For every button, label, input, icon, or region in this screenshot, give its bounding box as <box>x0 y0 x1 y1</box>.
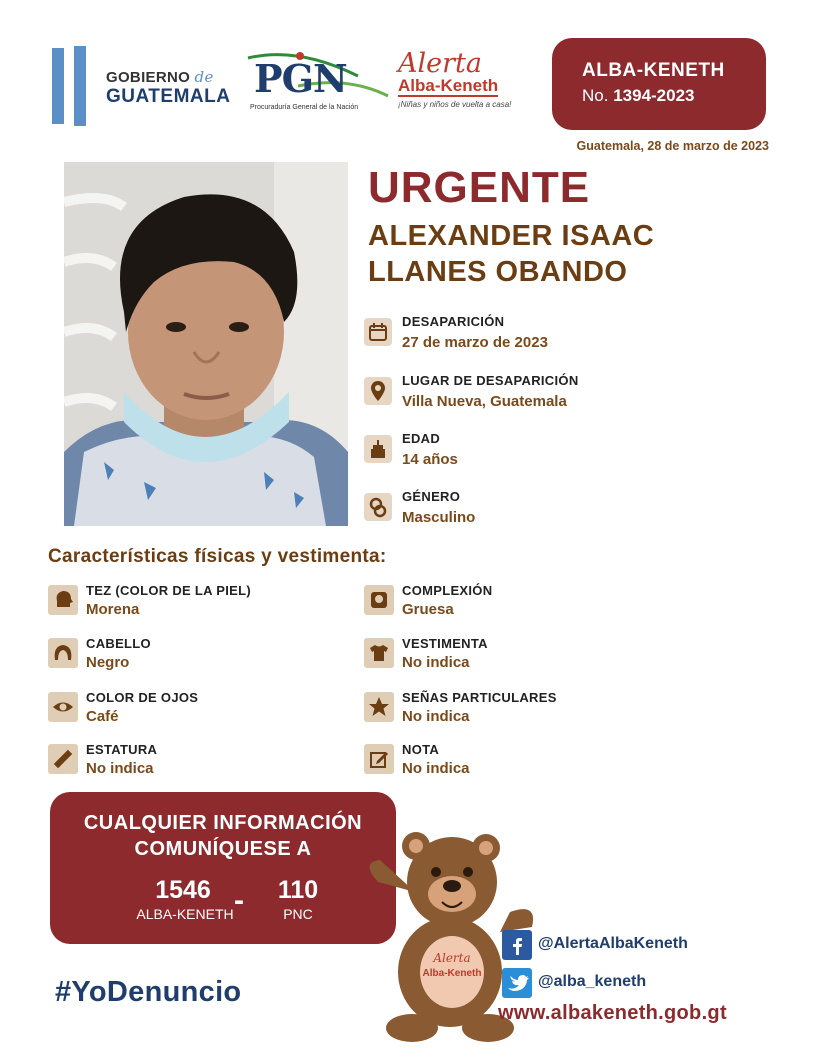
issue-date: Guatemala, 28 de marzo de 2023 <box>576 139 769 153</box>
gov-de: de <box>194 68 214 86</box>
contact-label-pnc: PNC <box>283 906 313 922</box>
case-title: ALBA-KENETH <box>582 60 725 81</box>
char-label: TEZ (COLOR DE LA PIEL) <box>86 583 251 598</box>
hashtag: #YoDenuncio <box>55 976 242 1008</box>
twitter-handle[interactable]: @alba_keneth <box>538 973 647 990</box>
hair-icon <box>48 638 78 668</box>
urgent-heading: URGENTE <box>368 163 591 212</box>
location-pin-icon <box>364 377 392 405</box>
alerta-logo-tagline: ¡Niñas y niños de vuelta a casa! <box>398 99 512 109</box>
char-value: Morena <box>86 601 140 618</box>
char-label: ESTATURA <box>86 742 158 757</box>
char-label: COMPLEXIÓN <box>402 583 493 598</box>
char-value: Café <box>86 708 119 725</box>
contact-phone-alba-keneth[interactable]: 1546 <box>155 876 211 904</box>
info-label: LUGAR DE DESAPARICIÓN <box>402 373 579 388</box>
calendar-icon <box>364 318 392 346</box>
shirt-icon <box>364 638 394 668</box>
gender-icon <box>364 493 392 521</box>
bear-badge-line2: Alba-Keneth <box>422 968 482 979</box>
twitter-icon <box>502 968 532 998</box>
gobierno-logo-text <box>106 70 230 106</box>
missing-person-photo <box>64 162 348 526</box>
ruler-icon <box>48 744 78 774</box>
case-prefix: No. <box>582 86 609 105</box>
info-value: Masculino <box>402 509 476 526</box>
contact-phone-pnc[interactable]: 110 <box>277 876 319 904</box>
info-label: GÉNERO <box>402 489 461 504</box>
gobierno-logo-bars <box>52 48 96 124</box>
pgn-subtitle: Procuraduría General de la Nación <box>250 104 359 111</box>
person-name-line2: LLANES OBANDO <box>368 256 628 288</box>
note-edit-icon <box>364 744 394 774</box>
char-value: Negro <box>86 654 130 671</box>
eye-icon <box>48 692 78 722</box>
char-value: Gruesa <box>402 601 454 618</box>
char-value: No indica <box>402 708 470 725</box>
alerta-logo-line1: Alerta <box>398 48 482 79</box>
char-label: NOTA <box>402 742 440 757</box>
char-label: CABELLO <box>86 636 151 651</box>
scale-icon <box>364 585 394 615</box>
cake-icon <box>364 435 392 463</box>
info-value: 14 años <box>402 451 458 468</box>
facebook-icon <box>502 930 532 960</box>
alerta-alba-keneth-logo <box>398 50 533 109</box>
char-label: COLOR DE OJOS <box>86 690 199 705</box>
person-name-line1: ALEXANDER ISAAC <box>368 220 655 252</box>
star-icon <box>364 692 394 722</box>
contact-box <box>50 792 396 944</box>
characteristics-heading: Características físicas y vestimenta: <box>48 546 387 567</box>
case-number-box <box>552 38 766 130</box>
info-label: DESAPARICIÓN <box>402 314 505 329</box>
char-label: SEÑAS PARTICULARES <box>402 690 557 705</box>
info-value: Villa Nueva, Guatemala <box>402 393 567 410</box>
contact-label-alba-keneth: ALBA-KENETH <box>136 906 234 922</box>
gov-line2: GUATEMALA <box>106 86 231 107</box>
case-number: 1394-2023 <box>613 86 695 105</box>
contact-separator: - <box>234 884 244 917</box>
pgn-logo-text: PGN <box>254 56 347 101</box>
char-value: No indica <box>402 760 470 777</box>
bear-badge-line1: Alerta <box>433 951 471 965</box>
char-label: VESTIMENTA <box>402 636 488 651</box>
char-value: No indica <box>86 760 154 777</box>
facebook-handle[interactable]: @AlertaAlbaKeneth <box>538 935 688 952</box>
char-value: No indica <box>402 654 470 671</box>
info-value: 27 de marzo de 2023 <box>402 334 548 351</box>
gov-line1: GOBIERNO <box>106 69 191 86</box>
alerta-logo-line2: Alba-Keneth <box>398 76 499 95</box>
contact-line2: COMUNÍQUESE A <box>134 838 312 860</box>
info-label: EDAD <box>402 431 441 446</box>
head-profile-icon <box>48 585 78 615</box>
website-link[interactable]: www.albakeneth.gob.gt <box>498 1002 727 1024</box>
contact-line1: CUALQUIER INFORMACIÓN <box>83 812 363 834</box>
